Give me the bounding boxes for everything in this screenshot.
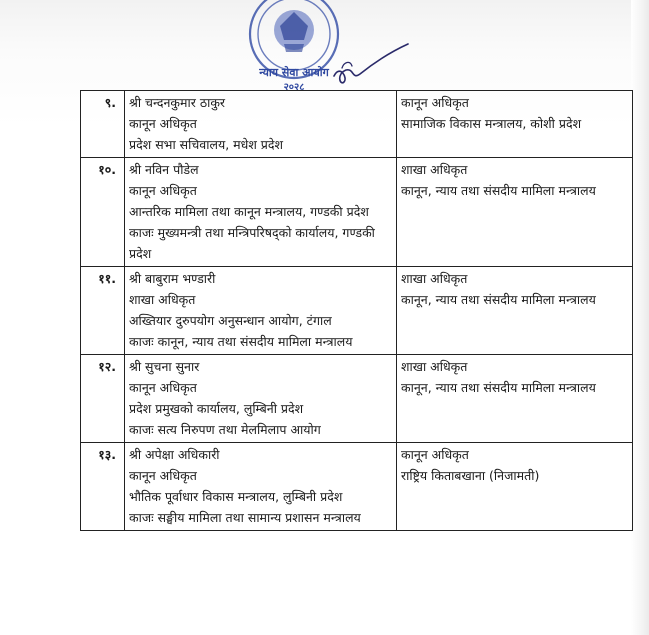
serial-number: १३.: [81, 443, 125, 531]
employee-name: श्री बाबुराम भण्डारी: [129, 271, 216, 286]
employee-name: श्री नविन पौडेल: [129, 162, 199, 177]
new-office: कानून, न्याय तथा संसदीय मामिला मन्त्रालय: [401, 183, 596, 198]
current-post: शाखा अधिकृत: [129, 292, 196, 307]
new-post: कानून अधिकृत: [401, 447, 469, 462]
serial-number: ९.: [81, 91, 125, 158]
employee-name: श्री सुचना सुनार: [129, 359, 200, 374]
current-office: भौतिक पूर्वाधार विकास मन्त्रालय, लुम्बिनी प्रदेश: [129, 489, 343, 504]
deputation-office: काजः सत्य निरुपण तथा मेलमिलाप आयोग: [129, 422, 321, 437]
employee-details-cell: [125, 91, 397, 158]
current-post: कानून अधिकृत: [129, 468, 197, 483]
current-office: आन्तरिक मामिला तथा कानून मन्त्रालय, गण्डकी प्रदेश: [129, 204, 369, 219]
new-assignment-cell: [397, 355, 633, 443]
deputation-office: काजः कानून, न्याय तथा संसदीय मामिला मन्त्रालय: [129, 334, 353, 349]
page-edge-shadow: [631, 0, 649, 635]
employee-details-cell: [125, 158, 397, 267]
transfer-table: [80, 90, 633, 531]
table-row: [81, 91, 633, 158]
new-office: कानून, न्याय तथा संसदीय मामिला मन्त्रालय: [401, 380, 596, 395]
employee-details-cell: [125, 355, 397, 443]
signature-image: [330, 38, 412, 88]
table-row: [81, 443, 633, 531]
new-assignment-cell: [397, 267, 633, 355]
new-post: कानून अधिकृत: [401, 95, 469, 110]
current-office: अख्तियार दुरुपयोग अनुसन्धान आयोग, टंगाल: [129, 313, 332, 328]
new-post: शाखा अधिकृत: [401, 359, 468, 374]
current-post: कानून अधिकृत: [129, 380, 197, 395]
seal-text: न्याय सेवा आयोग: [259, 66, 329, 79]
serial-number: १०.: [81, 158, 125, 267]
serial-number: १२.: [81, 355, 125, 443]
table-row: [81, 158, 633, 267]
deputation-office: काजः सङ्घीय मामिला तथा सामान्य प्रशासन मन्त्रालय: [129, 510, 361, 525]
table-row: [81, 355, 633, 443]
employee-details-cell: [125, 267, 397, 355]
current-office: प्रदेश प्रमुखको कार्यालय, लुम्बिनी प्रदेश: [129, 401, 304, 416]
employee-name: श्री अपेक्षा अधिकारी: [129, 447, 220, 462]
new-post: शाखा अधिकृत: [401, 271, 468, 286]
seal-year: २०२८: [283, 82, 305, 93]
new-office: कानून, न्याय तथा संसदीय मामिला मन्त्रालय: [401, 292, 596, 307]
new-assignment-cell: [397, 158, 633, 267]
current-office: प्रदेश सभा सचिवालय, मधेश प्रदेश: [129, 137, 284, 152]
serial-number: ११.: [81, 267, 125, 355]
table-row: [81, 267, 633, 355]
new-assignment-cell: [397, 443, 633, 531]
employee-details-cell: [125, 443, 397, 531]
current-post: कानून अधिकृत: [129, 116, 197, 131]
new-office: सामाजिक विकास मन्त्रालय, कोशी प्रदेश: [401, 116, 582, 131]
employee-name: श्री चन्दनकुमार ठाकुर: [129, 95, 226, 110]
deputation-office: काजः मुख्यमन्त्री तथा मन्त्रिपरिषद्को कार्यालय, गण्डकी प्रदेश: [129, 225, 375, 261]
new-assignment-cell: [397, 91, 633, 158]
new-office: राष्ट्रिय किताबखाना (निजामती): [401, 468, 540, 483]
current-post: कानून अधिकृत: [129, 183, 197, 198]
new-post: शाखा अधिकृत: [401, 162, 468, 177]
